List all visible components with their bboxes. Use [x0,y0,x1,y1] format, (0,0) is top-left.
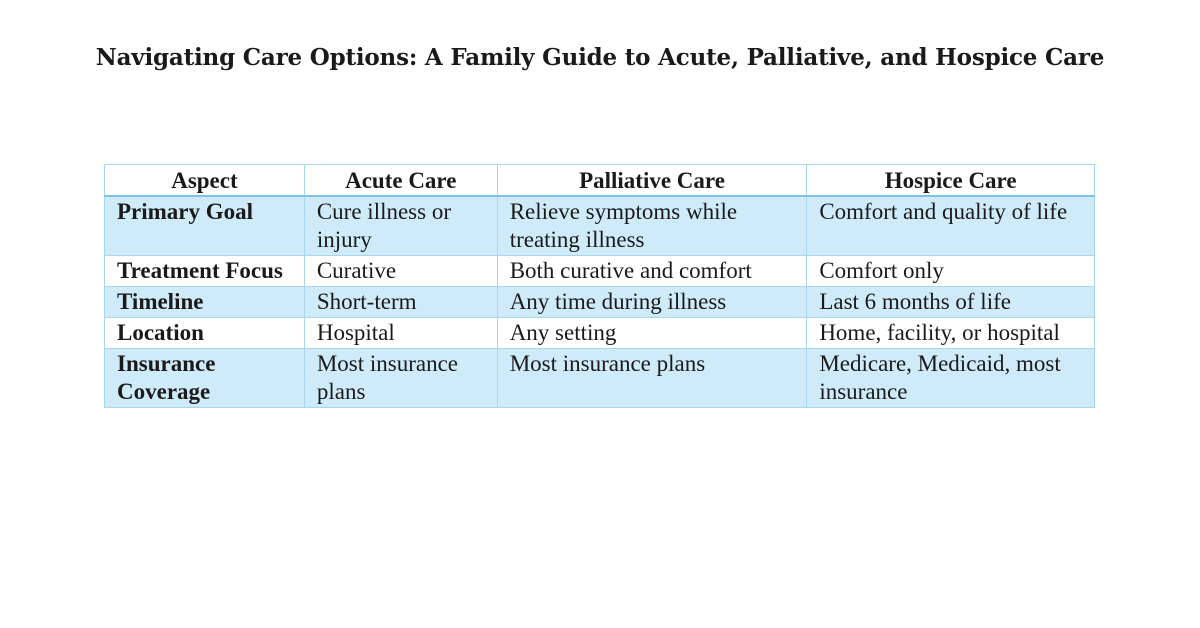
header-hospice-care: Hospice Care [807,165,1095,197]
row-aspect-label: Treatment Focus [105,256,305,287]
hospice-care-cell: Medicare, Medicaid, most insurance [807,349,1095,408]
header-palliative-care: Palliative Care [497,165,807,197]
palliative-care-cell: Relieve symptoms while treating illness [497,196,807,256]
table-row [105,318,1095,349]
palliative-care-cell: Most insurance plans [497,349,807,408]
palliative-care-cell: Any setting [497,318,807,349]
page-title: Navigating Care Options: A Family Guide to Acute, Palliative, and Hospice Care [95,44,1105,71]
row-aspect-label: Primary Goal [105,196,305,256]
header-row [105,165,1095,197]
table-row [105,256,1095,287]
care-comparison-table [104,164,1095,408]
acute-care-cell: Cure illness or injury [304,196,497,256]
row-aspect-label: Insurance Coverage [105,349,305,408]
hospice-care-cell: Last 6 months of life [807,287,1095,318]
table-row [105,287,1095,318]
hospice-care-cell: Comfort only [807,256,1095,287]
table-body [105,196,1095,408]
header-aspect: Aspect [105,165,305,197]
acute-care-cell: Curative [304,256,497,287]
hospice-care-cell: Home, facility, or hospital [807,318,1095,349]
header-acute-care: Acute Care [304,165,497,197]
table-row [105,349,1095,408]
table-row [105,196,1095,256]
row-aspect-label: Timeline [105,287,305,318]
row-aspect-label: Location [105,318,305,349]
acute-care-cell: Most insurance plans [304,349,497,408]
hospice-care-cell: Comfort and quality of life [807,196,1095,256]
palliative-care-cell: Both curative and comfort [497,256,807,287]
table-header [105,165,1095,197]
palliative-care-cell: Any time during illness [497,287,807,318]
acute-care-cell: Hospital [304,318,497,349]
acute-care-cell: Short-term [304,287,497,318]
